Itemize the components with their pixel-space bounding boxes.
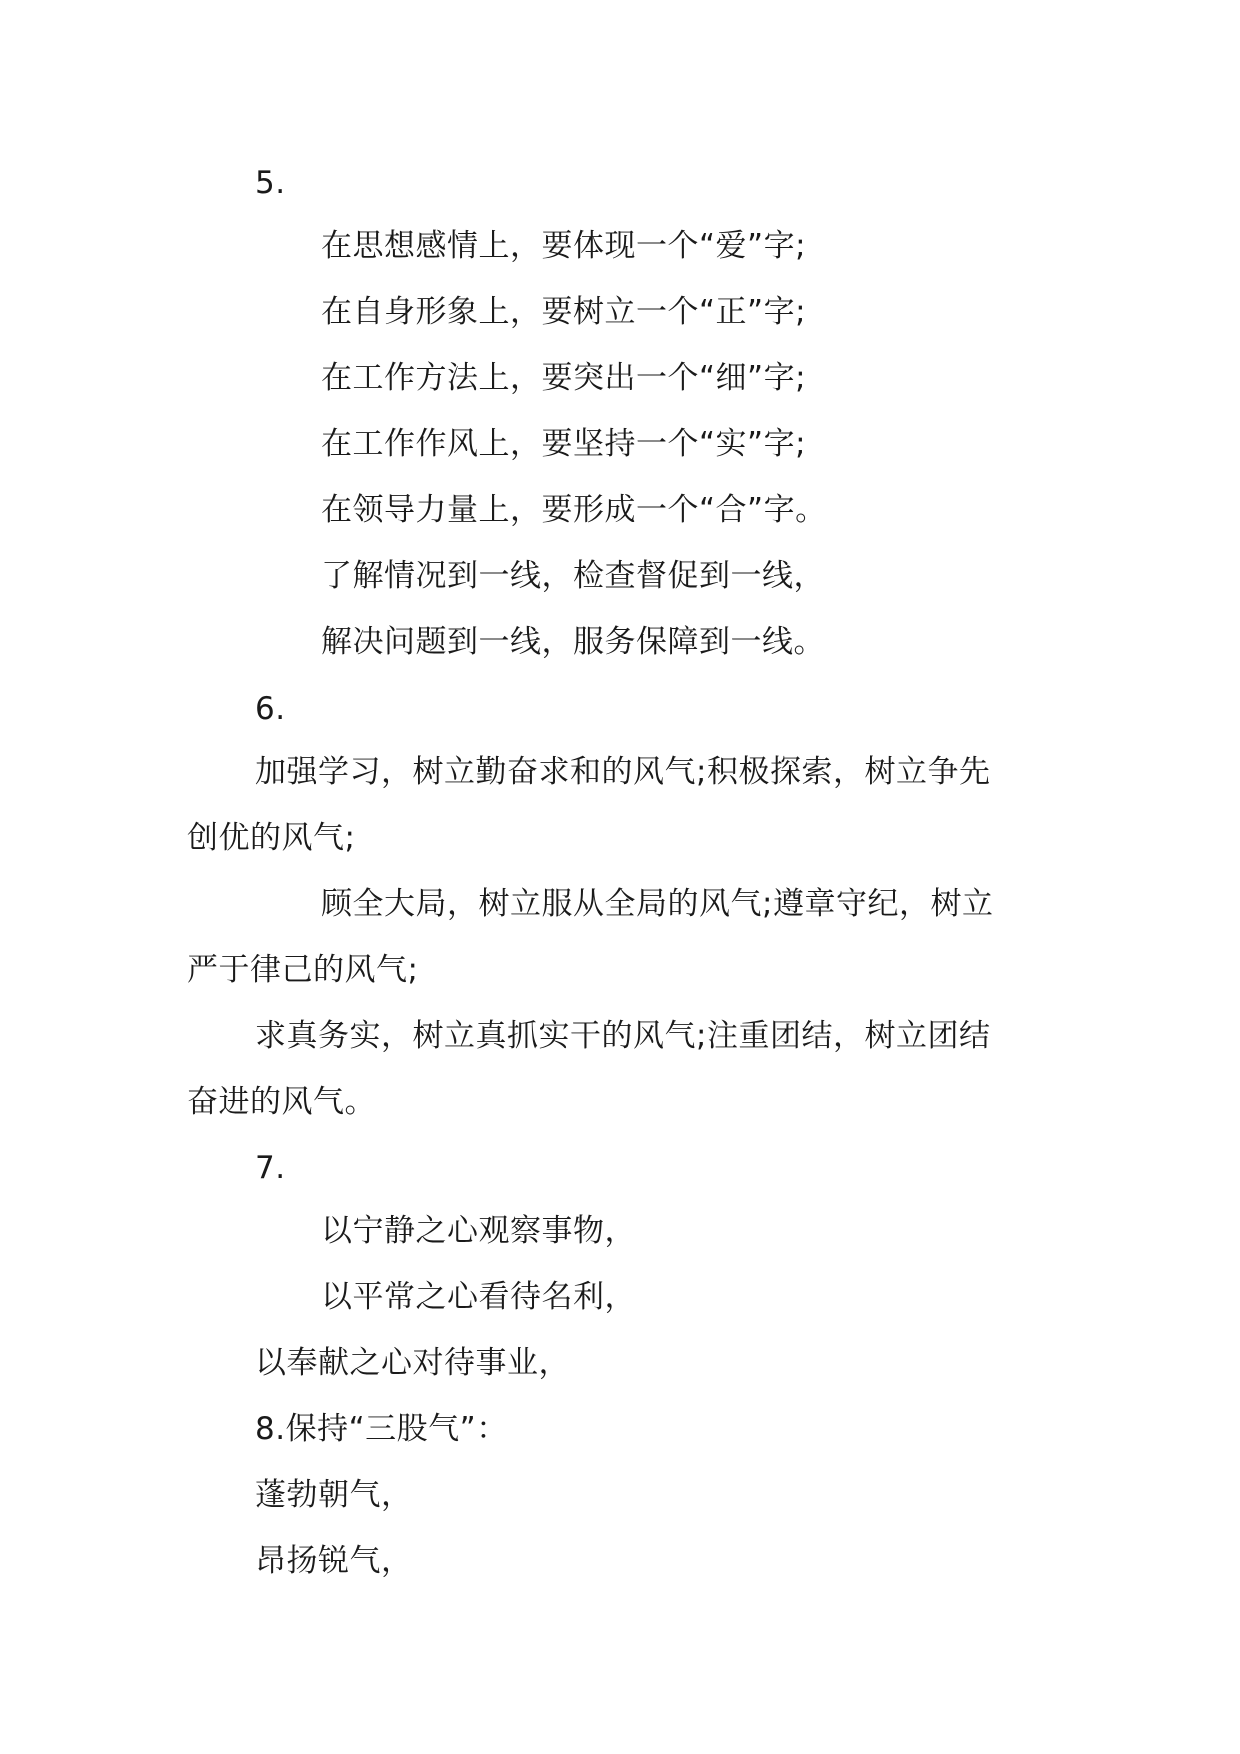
text-line: 以奉献之心对待事业， bbox=[255, 1345, 570, 1381]
section-number-6: 6. bbox=[255, 691, 286, 727]
text-line: 解决问题到一线，服务保障到一线。 bbox=[321, 624, 825, 660]
section-number-7: 7. bbox=[255, 1150, 286, 1186]
text-line: 以宁静之心观察事物， bbox=[321, 1213, 636, 1249]
section-heading-8: 8.保持“三股气”： bbox=[255, 1411, 508, 1447]
text-line: 求真务实，树立真抓实干的风气;注重团结，树立团结 bbox=[255, 1018, 991, 1054]
text-line: 昂扬锐气， bbox=[255, 1543, 413, 1579]
text-line: 奋进的风气。 bbox=[187, 1084, 376, 1120]
text-line: 在思想感情上，要体现一个“爱”字; bbox=[321, 228, 807, 264]
text-line: 蓬勃朝气， bbox=[255, 1477, 413, 1513]
text-line: 以平常之心看待名利， bbox=[321, 1279, 636, 1315]
text-line: 在工作方法上，要突出一个“细”字; bbox=[321, 360, 807, 396]
text-line: 顾全大局，树立服从全局的风气;遵章守纪，树立 bbox=[321, 886, 994, 922]
text-line: 创优的风气; bbox=[187, 820, 356, 856]
text-line: 加强学习，树立勤奋求和的风气;积极探索，树立争先 bbox=[255, 754, 991, 790]
text-line: 在领导力量上，要形成一个“合”字。 bbox=[321, 492, 827, 528]
text-line: 在工作作风上，要坚持一个“实”字; bbox=[321, 426, 807, 462]
section-number-5: 5. bbox=[255, 165, 286, 201]
text-line: 在自身形象上，要树立一个“正”字; bbox=[321, 294, 807, 330]
text-line: 了解情况到一线，检查督促到一线， bbox=[321, 558, 825, 594]
text-line: 严于律己的风气; bbox=[187, 952, 419, 988]
